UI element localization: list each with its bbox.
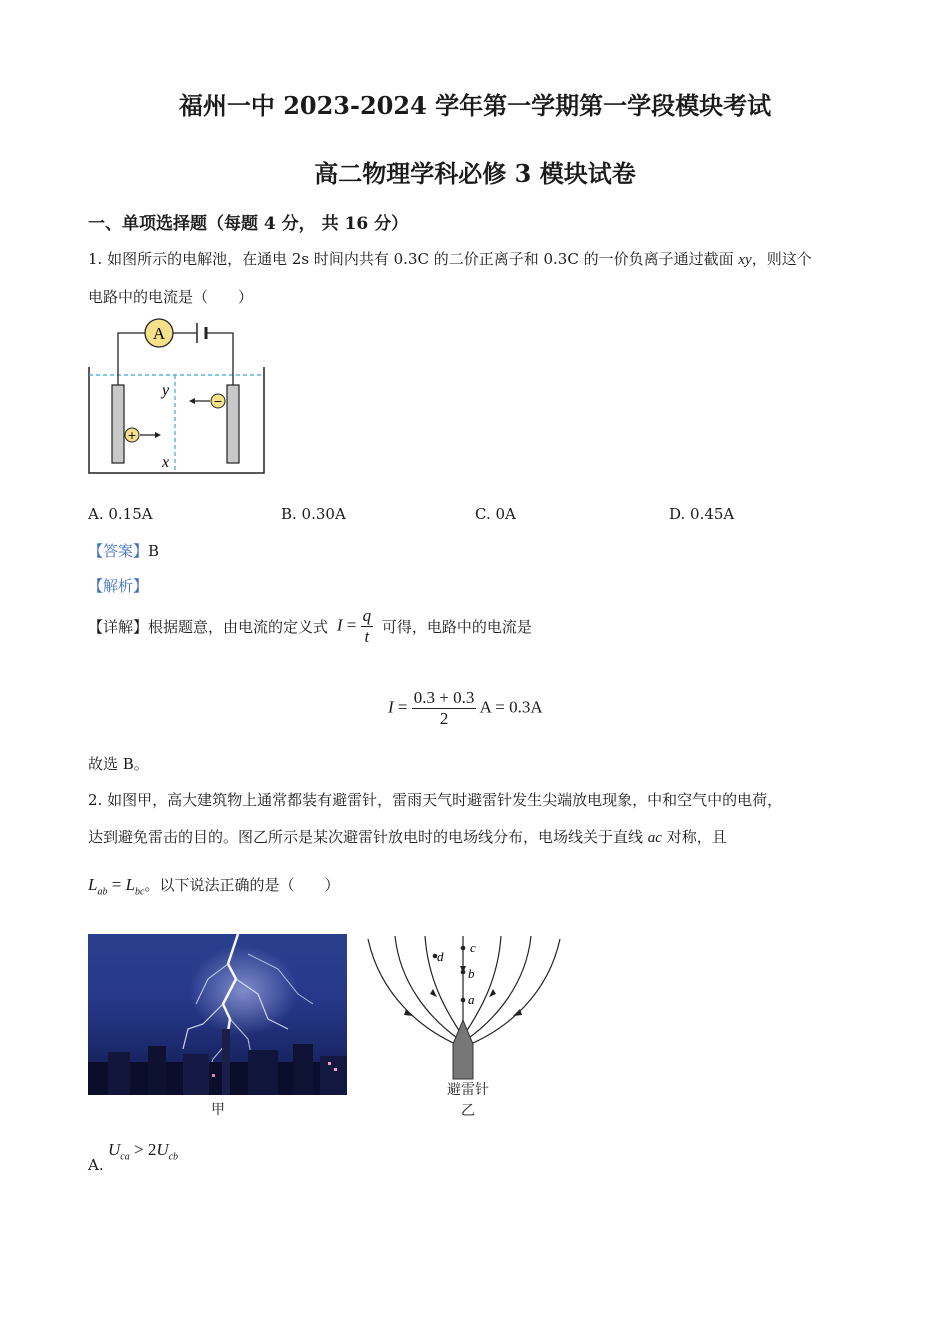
exam-subtitle: 高二物理学科必修 3 模块试卷 bbox=[314, 159, 636, 188]
q1-analysis-tag: 【解析】 bbox=[88, 577, 149, 595]
q2-var-ac: ac bbox=[647, 830, 662, 846]
fig-left-caption: 甲 bbox=[211, 1102, 225, 1118]
q2-stem-line2: 达到避免雷击的目的。图乙所示是某次避雷针放电时的电场线分布，电场线关于直线 ac 对称，且 bbox=[88, 828, 727, 846]
field-lines-figure bbox=[360, 934, 570, 1094]
q1-stem-line1: 1. 如图所示的电解池，在通电 2s 时间内共有 0.3C 的二价正离子和 0.3C 的一价负离子通过截面 xy，则这个 bbox=[88, 250, 812, 268]
field-arrow bbox=[430, 989, 437, 997]
answer-tag: 【答案】 bbox=[88, 542, 149, 560]
q1-option-a: A. 0.15A bbox=[88, 505, 153, 523]
right-electrode bbox=[227, 385, 239, 463]
section-heading: 一、单项选择题（每题 4 分， 共 16 分） bbox=[88, 214, 409, 234]
field-line bbox=[466, 939, 560, 1046]
q1-conclusion: 故选 B。 bbox=[88, 755, 149, 773]
q1-calculation: I = $\frac{0.3 + 0.3}{2}$ A = 0.3A bbox=[388, 688, 543, 728]
q1-answer bbox=[88, 540, 159, 561]
left-electrode bbox=[112, 385, 124, 463]
answer-value: B bbox=[148, 542, 160, 560]
q1-option-b: B. 0.30A bbox=[281, 505, 346, 523]
point-c-dot bbox=[461, 946, 466, 951]
negative-ion-sign: − bbox=[213, 395, 223, 408]
positive-ion-sign: + bbox=[127, 429, 137, 442]
q2-stem-line3: $L_{ab} = L_{bc}$。以下说法正确的是（ ） bbox=[88, 875, 340, 898]
q1-option-c: C. 0A bbox=[475, 505, 516, 523]
q1-var-xy: xy bbox=[738, 252, 752, 268]
point-b-dot bbox=[461, 970, 466, 975]
lightning-bolts-icon bbox=[88, 934, 347, 1095]
current-definition-formula: I = $\frac{q}{t}$ bbox=[336, 606, 372, 646]
detail-tag: 【详解】 bbox=[88, 618, 149, 636]
field-arrow bbox=[489, 989, 496, 997]
fig-right-caption: 乙 bbox=[461, 1103, 475, 1119]
label-y: y bbox=[162, 382, 170, 399]
ammeter-label: A bbox=[152, 324, 166, 343]
q1-detail-line: 【详解】根据题意，由电流的定义式 I = $\frac{q}{t}$ 可得，电路中的电流是 bbox=[88, 606, 532, 646]
label-x: x bbox=[162, 454, 170, 471]
field-line bbox=[395, 936, 460, 1040]
point-d-label: d bbox=[437, 949, 444, 964]
q2-condition: $L_{ab} = L_{bc}$ bbox=[88, 875, 145, 898]
q1-stem-line2: 电路中的电流是（ ） bbox=[88, 288, 254, 306]
point-c-label: c bbox=[470, 940, 476, 955]
wire-right bbox=[207, 333, 233, 385]
point-b-label: b bbox=[468, 966, 475, 981]
point-a-dot bbox=[461, 998, 466, 1003]
fig-right-label: 避雷针 bbox=[447, 1082, 489, 1098]
q2-stem-line1: 2. 如图甲，高大建筑物上通常都装有避雷针，雷雨天气时避雷针发生尖端放电现象，中和空气中的电荷， bbox=[88, 791, 783, 809]
field-arrow bbox=[404, 1009, 413, 1016]
lightning-photo bbox=[88, 934, 347, 1095]
wire-left bbox=[118, 333, 145, 385]
q1-option-d: D. 0.45A bbox=[669, 505, 735, 523]
q1-electrolysis-figure bbox=[85, 315, 270, 480]
point-a-label: a bbox=[468, 992, 475, 1007]
q2-option-a-formula: $U_{ca} > 2U_{cb}$ bbox=[108, 1140, 179, 1163]
lightning-rod-icon bbox=[453, 1020, 473, 1079]
exam-title: 福州一中 2023-2024 学年第一学期第一学段模块考试 bbox=[178, 91, 772, 120]
